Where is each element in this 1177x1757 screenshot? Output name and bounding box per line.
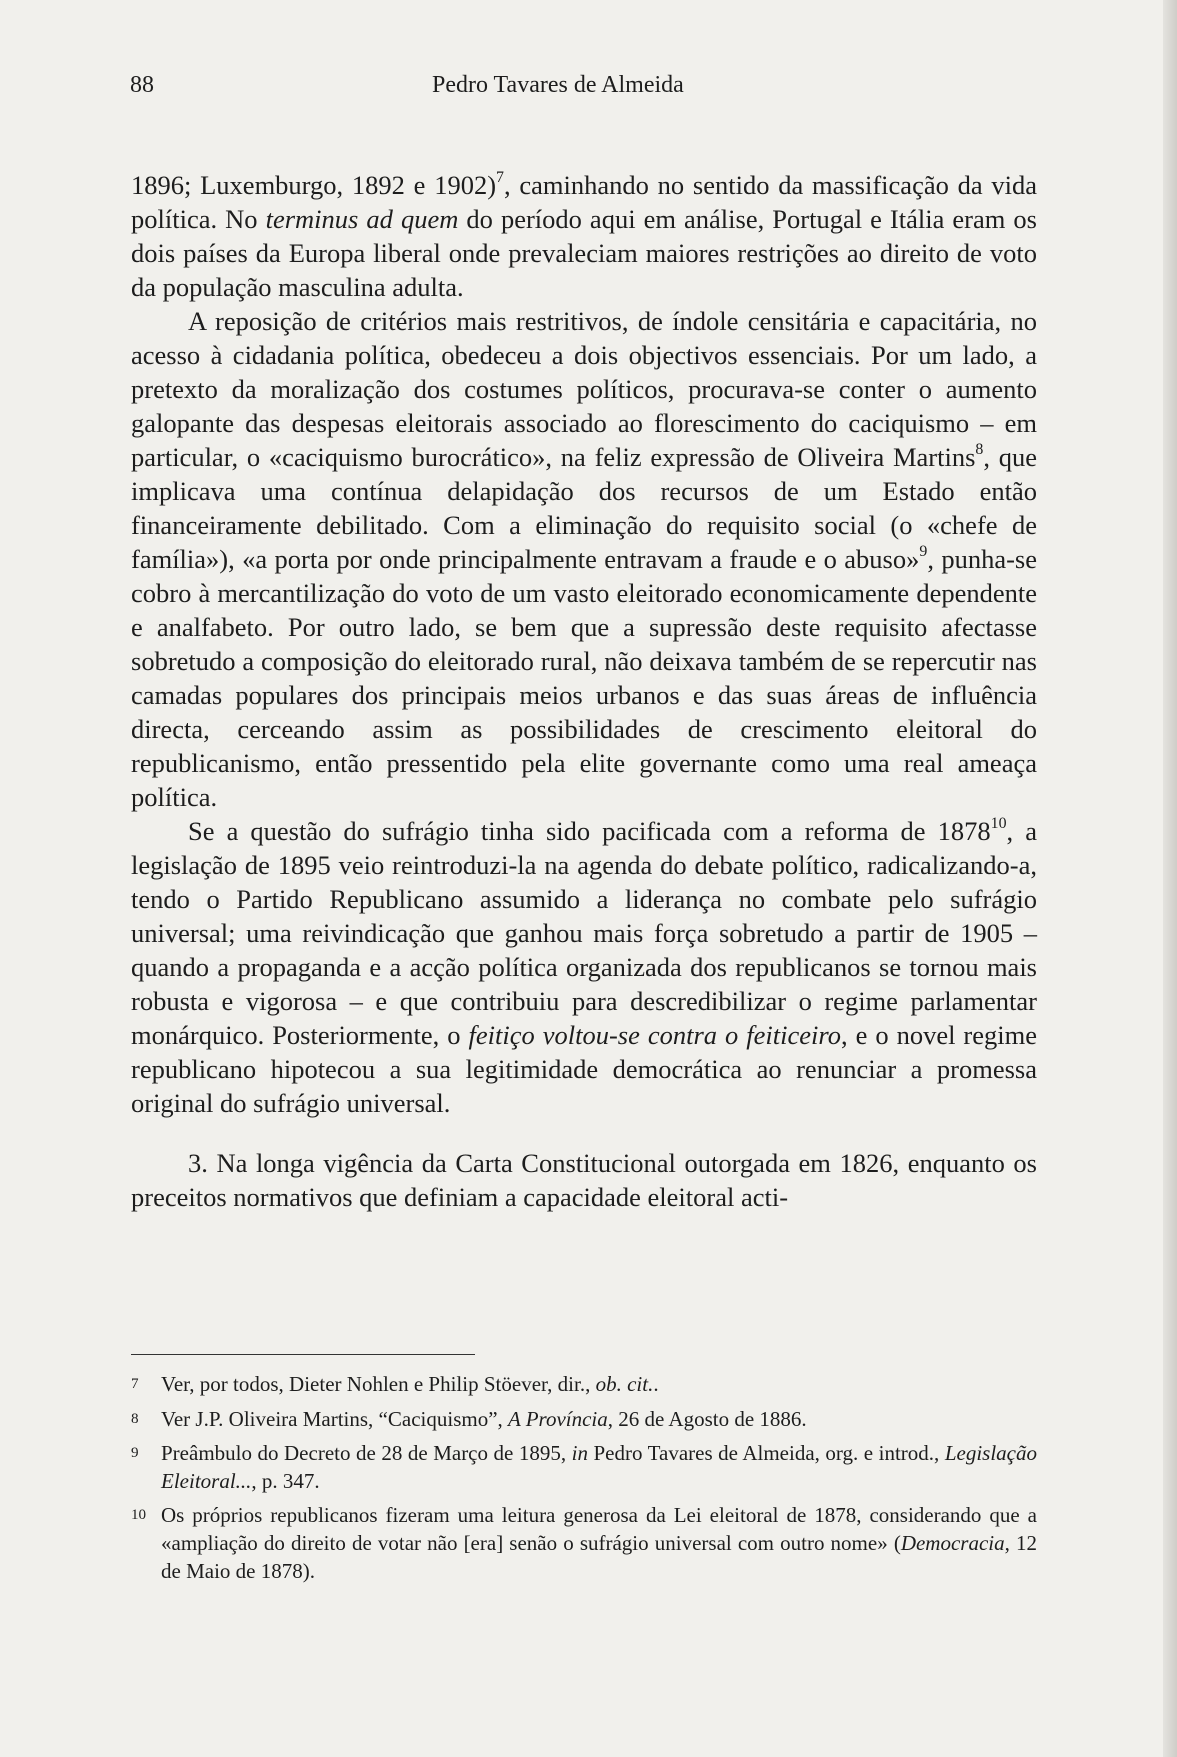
footnote-number: 9 bbox=[131, 1445, 139, 1462]
footnote-ref-7: 7 bbox=[496, 169, 504, 187]
italic-phrase: ob. cit. bbox=[595, 1372, 654, 1396]
text-run: 3. Na longa vigência da Carta Constitucional outorgada em 1826, enquanto os preceitos normativos que definiam a capacidade eleitoral acti- bbox=[131, 1148, 1037, 1212]
text-run: Os próprios republicanos fizeram uma leitura generosa da Lei eleitoral de 1878, considerando que a «ampliação do direito de votar não [era] senão o sufrágio universal com outro nome» ( bbox=[161, 1503, 1037, 1556]
footnote-7 bbox=[131, 1370, 1037, 1399]
text-run: , 26 de Agosto de 1886. bbox=[607, 1406, 807, 1431]
footnote-ref-10: 10 bbox=[990, 815, 1007, 833]
text-run: , e o novel regime republicano hipotecou a sua legitimidade democrática ao renunciar a promessa original do sufrágio universal. bbox=[131, 1020, 1038, 1118]
text-run: , caminhando no sentido da massificação da vida política. No bbox=[131, 170, 1037, 234]
text-run: , punha-se cobro à mercantilização do voto de um vasto eleitorado economicamente dependente e analfabeto. Por outro lado, se bem que a supressão deste requisito afectasse sobretudo a composição do eleitorado rural, não deixava também de se repercutir nas camadas populares dos principais meios urbanos e das suas áreas de influência directa, cerceando assim as possibilidades de crescimento eleitoral do republicanismo, então pressentido pela elite governante como uma real ameaça política. bbox=[131, 544, 1037, 812]
italic-phrase: terminus ad quem bbox=[265, 204, 459, 234]
footnote-ref-8: 8 bbox=[975, 441, 984, 459]
paragraph-2 bbox=[131, 304, 1037, 814]
text-run: , a legislação de 1895 veio reintroduzi-la na agenda do debate político, radicalizando-a, tendo o Partido Republicano assumido a liderança no combate pelo sufrágio universal; uma reivindicação que ganhou mais força sobretudo a partir de 1905 – quando a propaganda e a acção política organizada dos republicanos se tornou mais robusta e vigorosa – e que contribuiu para descredibilizar o regime parlamentar monárquico. Posteriormente, o bbox=[131, 816, 1037, 1050]
body-text bbox=[131, 168, 1037, 1214]
footnote-ref-9: 9 bbox=[919, 543, 928, 561]
page-header bbox=[130, 72, 1050, 102]
running-head: Pedro Tavares de Almeida bbox=[432, 72, 684, 98]
paragraph-3 bbox=[131, 814, 1037, 1120]
text-run: , que implicava uma contínua delapidação dos recursos de um Estado então financeiramente debilitado. Com a eliminação do requisito social (o «chefe de família»), «a porta por onde principalmente entravam a fraude e o abuso» bbox=[131, 442, 1037, 574]
text-run: , 12 de Maio de 1878). bbox=[161, 1531, 1037, 1584]
footnote-text bbox=[161, 1439, 1037, 1495]
text-run: Se a questão do sufrágio tinha sido pacificada com a reforma de 1878 bbox=[188, 816, 991, 846]
italic-phrase: A Província bbox=[508, 1406, 608, 1431]
text-run: , p. 347. bbox=[251, 1469, 320, 1494]
italic-phrase: Legislação Eleitoral... bbox=[161, 1441, 1037, 1494]
footnote-10 bbox=[131, 1501, 1037, 1585]
footnote-9 bbox=[131, 1439, 1037, 1495]
italic-phrase: in bbox=[571, 1441, 588, 1466]
text-run: do período aqui em análise, Portugal e Itália eram os dois países da Europa liberal onde prevaleciam maiores restrições ao direito de voto da população masculina adulta. bbox=[131, 204, 1037, 302]
italic-phrase: feitiço voltou-se contra o feiticeiro bbox=[468, 1020, 841, 1050]
text-run: Preâmbulo do Decreto de 28 de Março de 1895, bbox=[161, 1441, 572, 1466]
footnote-separator bbox=[131, 1354, 475, 1355]
footnote-number: 7 bbox=[131, 1376, 139, 1392]
footnote-text bbox=[161, 1370, 1037, 1399]
footnotes bbox=[131, 1370, 1037, 1591]
text-run: Pedro Tavares de Almeida, org. e introd., bbox=[587, 1441, 945, 1466]
text-run: Ver J.P. Oliveira Martins, “Caciquismo”, bbox=[161, 1406, 509, 1431]
text-run: Ver, por todos, Dieter Nohlen e Philip Stöever, dir., bbox=[161, 1372, 596, 1396]
text-run: 1896; Luxemburgo, 1892 e 1902) bbox=[131, 170, 497, 200]
footnote-number: 8 bbox=[131, 1410, 139, 1427]
page-number: 88 bbox=[130, 72, 154, 98]
footnote-8 bbox=[131, 1405, 1037, 1434]
paragraph-4-section-3 bbox=[131, 1146, 1037, 1214]
paragraph-1 bbox=[131, 168, 1037, 304]
page-edge-shadow bbox=[1163, 0, 1177, 1757]
footnote-text bbox=[161, 1405, 1037, 1434]
footnote-number: 10 bbox=[131, 1507, 147, 1524]
text-run: . bbox=[653, 1372, 659, 1396]
italic-phrase: Democracia bbox=[900, 1531, 1005, 1556]
footnote-text bbox=[161, 1501, 1037, 1585]
text-run: A reposição de critérios mais restritivos, de índole censitária e capacitária, no acesso à cidadania política, obedeceu a dois objectivos essenciais. Por um lado, a pretexto da moralização dos costumes políticos, procurava-se conter o aumento galopante das despesas eleitorais associado ao florescimento do caciquismo – em particular, o «caciquismo burocrático», na feliz expressão de Oliveira Martins bbox=[131, 306, 1037, 472]
